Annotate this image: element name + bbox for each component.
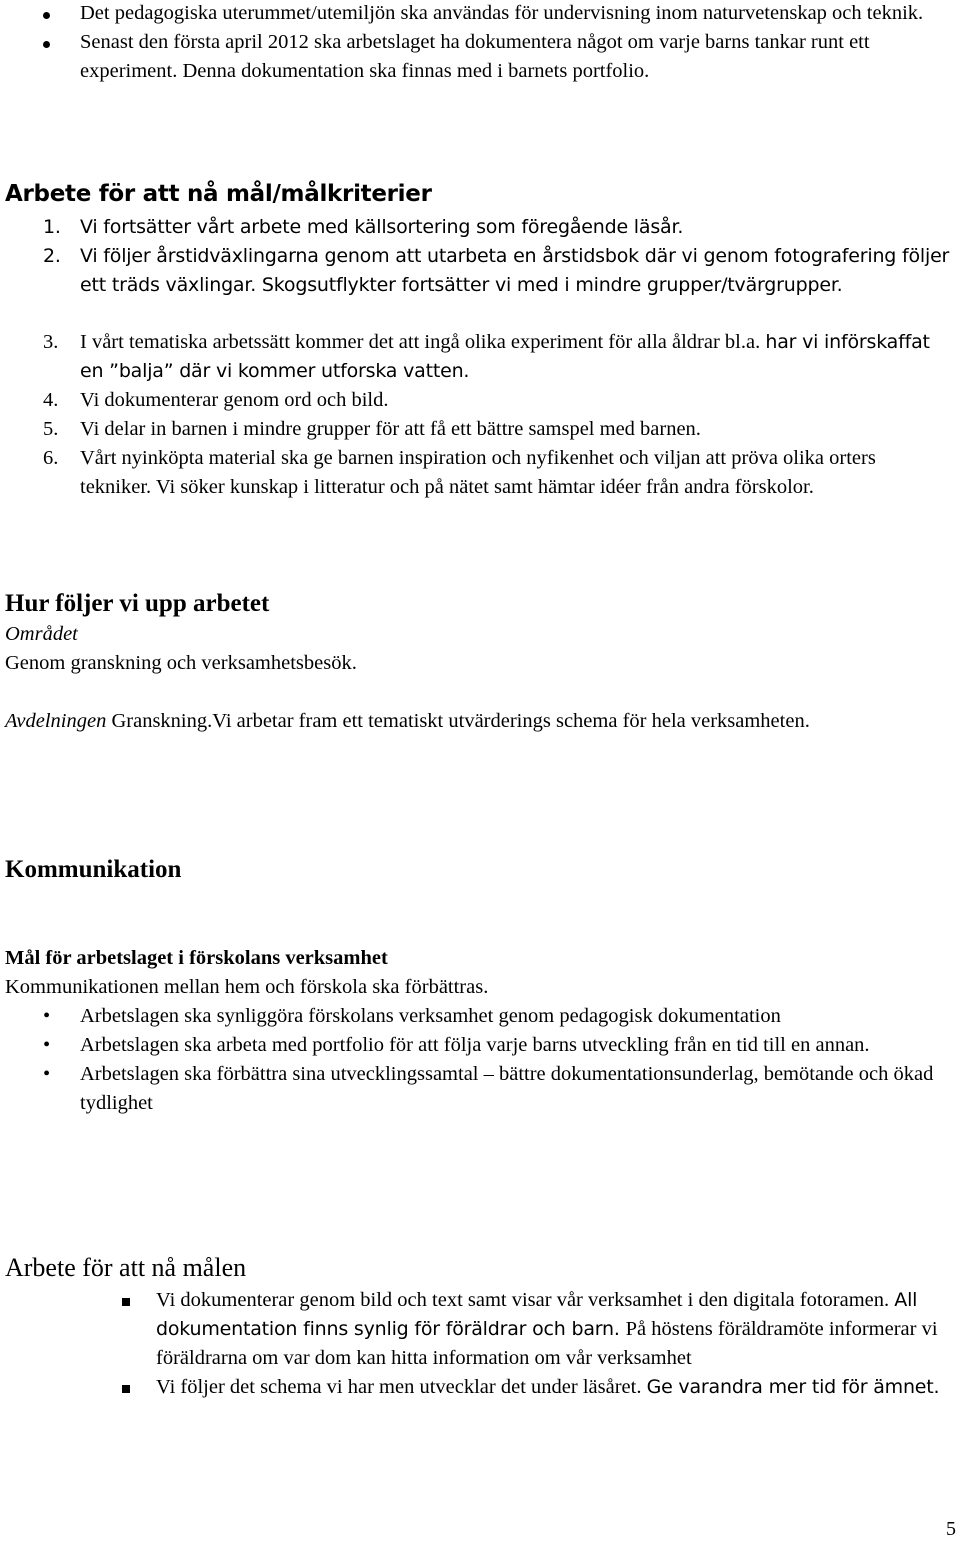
bullet-icon: • <box>43 1005 51 1027</box>
bullet-icon <box>43 28 50 57</box>
list-item: • Arbetslagen ska förbättra sina utvecklingssamtal – bättre dokumentationsunderlag, bemötande och ökad tydlighet <box>5 1060 952 1118</box>
numbered-list <box>5 213 952 300</box>
bullet-icon: • <box>43 1063 51 1085</box>
square-bullet-icon <box>122 1373 130 1402</box>
section-work-targets <box>5 1252 952 1284</box>
bullet-icon <box>43 0 50 28</box>
list-item: Vi dokumenterar genom bild och text samt visar vår verksamhet i den digitala fotoramen. All dokumentation finns synlig för föräldrar och barn. På höstens föräldramöte informerar vi föräldrarna om var dom kan hitta information om vår verksamhet <box>5 1286 952 1373</box>
targets-content <box>5 1286 952 1402</box>
subheading: Mål för arbetslaget i förskolans verksamhet <box>5 947 388 969</box>
section-heading: Kommunikation <box>5 856 182 883</box>
section-work-goals <box>5 178 952 210</box>
list-item: • Arbetslagen ska synliggöra förskolans verksamhet genom pedagogisk dokumentation <box>5 1002 952 1031</box>
section-communication <box>5 854 952 886</box>
list-item: 2. Vi följer årstidväxlingarna genom att utarbeta en årstidsbok där vi genom fotografering följer ett träds växlingar. Skogsutflykter fortsätter vi med i mindre grupper/tvärgrupper. <box>43 245 950 296</box>
department-paragraph <box>5 707 952 736</box>
list-item: 6. Vårt nyinköpta material ska ge barnen inspiration och nyfikenhet och viljan att pröva olika orters tekniker. Vi söker kunskap i litteratur och på nätet samt hämtar idéer från andra förskolor. <box>43 447 876 498</box>
list-item: Vi följer det schema vi har men utvecklar det under läsåret. Ge varandra mer tid för ämnet. <box>5 1373 952 1402</box>
area-label: Området <box>5 623 78 645</box>
section-heading: Arbete för att nå mål/målkriterier <box>5 181 432 207</box>
square-bullet-list <box>5 1286 952 1402</box>
intro-text: Kommunikationen mellan hem och förskola ska förbättras. <box>5 976 489 998</box>
department-text: Granskning.Vi arbetar fram ett tematiskt utvärderings schema för hela verksamheten. <box>106 710 810 732</box>
page-number: 5 <box>946 1518 956 1540</box>
list-item: • Arbetslagen ska arbeta med portfolio för att följa varje barns utveckling från en tid till en annan. <box>5 1031 952 1060</box>
top-bullet-list <box>5 0 952 86</box>
square-bullet-icon <box>122 1286 130 1315</box>
section-heading: Hur följer vi upp arbetet <box>5 590 270 617</box>
list-item: 5. Vi delar in barnen i mindre grupper för att få ett bättre samspel med barnen. <box>43 418 701 440</box>
area-text: Genom granskning och verksamhetsbesök. <box>5 652 357 674</box>
bullet-icon: • <box>43 1034 51 1056</box>
list-item: 4. Vi dokumenterar genom ord och bild. <box>43 389 389 411</box>
numbered-list-continued <box>5 328 952 502</box>
section-heading: Arbete för att nå målen <box>5 1253 247 1282</box>
list-item: 1. Vi fortsätter vårt arbete med källsortering som föregående läsår. <box>43 216 684 238</box>
list-item: Det pedagogiska uterummet/utemiljön ska användas för undervisning inom naturvetenskap och teknik. <box>5 0 952 28</box>
list-item: 3. I vårt tematiska arbetssätt kommer det att ingå olika experiment för alla åldrar bl.a. har vi införskaffat en ”balja” där vi kommer utforska vatten. <box>43 331 930 382</box>
communication-content <box>5 944 952 1118</box>
section-follow-up <box>5 588 952 736</box>
list-item: Senast den första april 2012 ska arbetslaget ha dokumentera något om varje barns tankar runt ett experiment. Denna dokumentation ska finnas med i barnets portfolio. <box>5 28 952 86</box>
communication-bullet-list <box>5 1002 952 1118</box>
department-label: Avdelningen <box>5 710 107 732</box>
